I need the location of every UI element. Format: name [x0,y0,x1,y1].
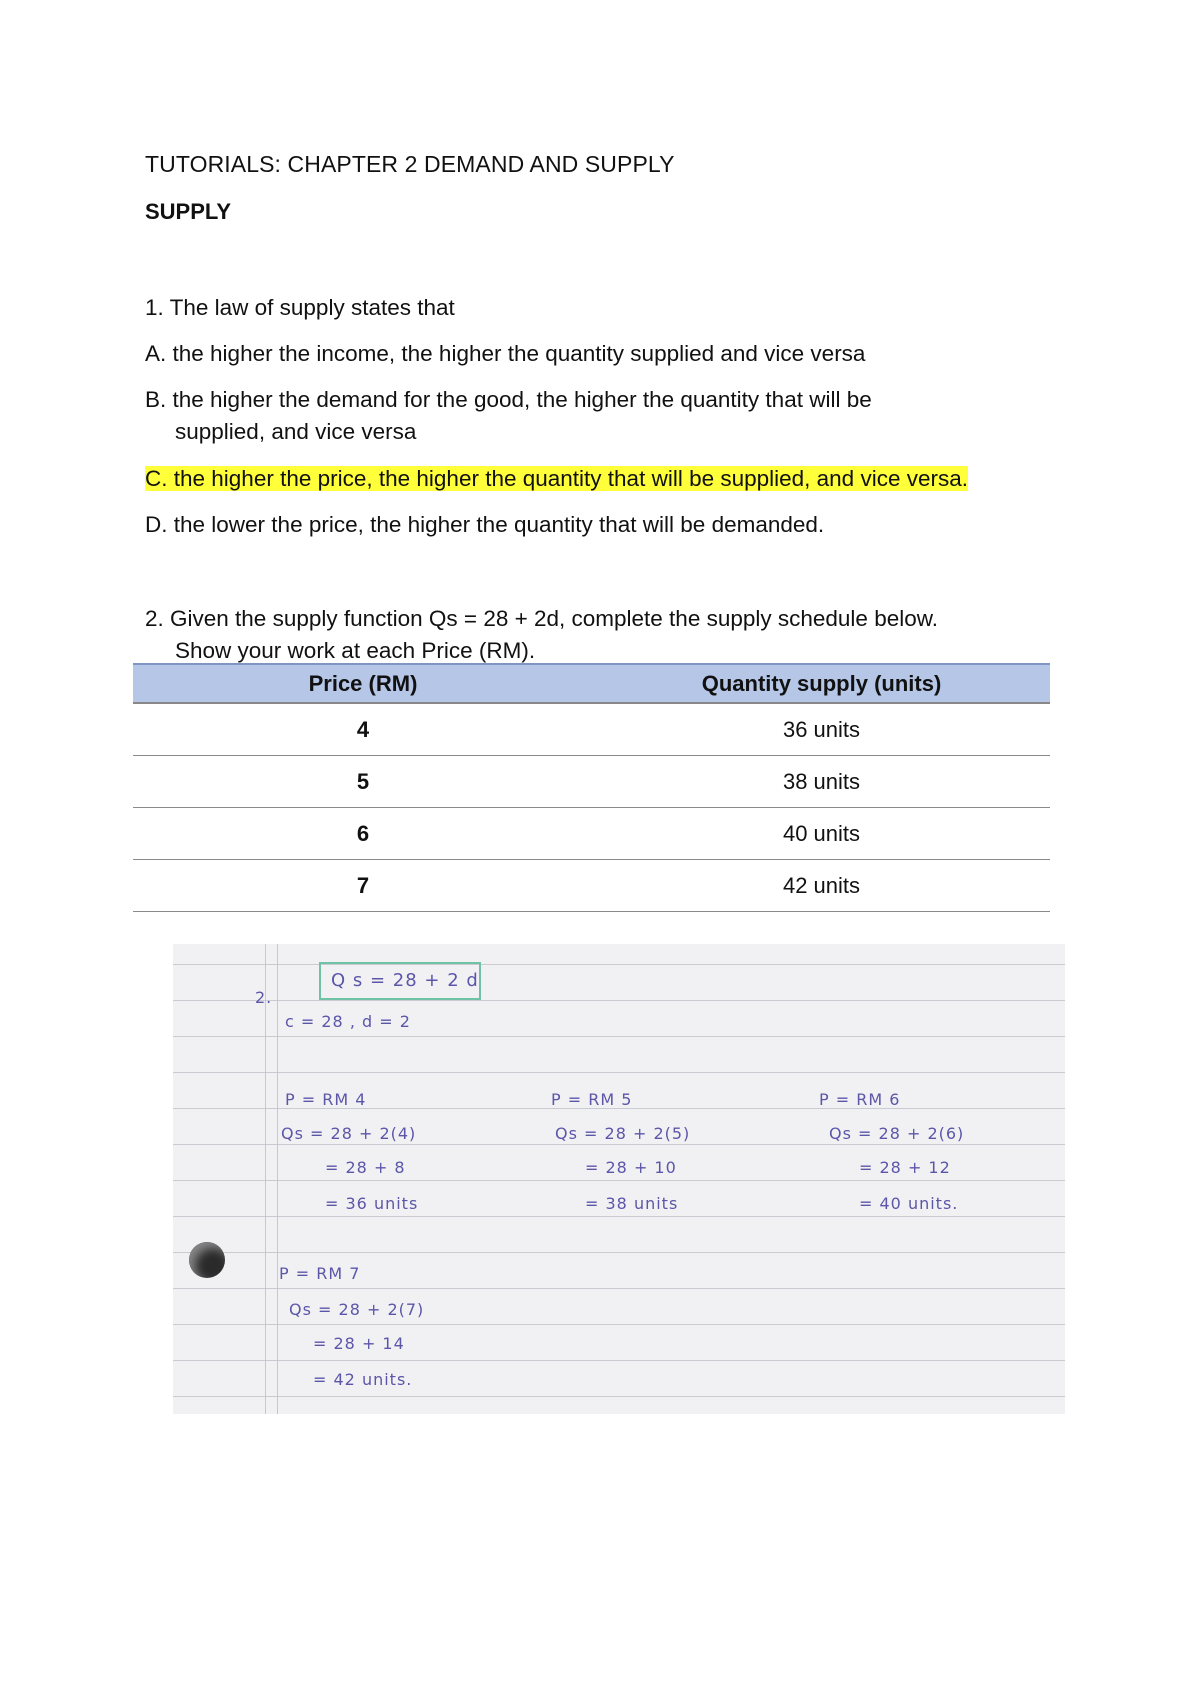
note-result-5: = 38 units [585,1194,679,1213]
price-cell: 7 [133,860,593,912]
header-price: Price (RM) [133,664,593,703]
note-price-7: P = RM 7 [279,1264,361,1283]
section-heading: SUPPLY [145,199,232,224]
handwritten-working-photo [173,944,1065,1414]
price-cell: 5 [133,756,593,808]
note-sum-4: = 28 + 8 [325,1158,406,1177]
table-row [133,808,1050,860]
note-price-5: P = RM 5 [551,1090,633,1109]
price-cell: 4 [133,703,593,756]
supply-schedule-table [133,663,1050,912]
note-equation: Q s = 28 + 2 d [331,970,479,991]
note-result-7: = 42 units. [313,1370,413,1389]
note-calc-4: Qs = 28 + 2(4) [281,1124,417,1143]
binder-hole [189,1242,225,1278]
option-b [145,384,872,448]
question-2-line2: Show your work at each Price (RM). [175,638,536,663]
quantity-cell: 40 units [593,808,1050,860]
document-title: TUTORIALS: CHAPTER 2 DEMAND AND SUPPLY [145,151,675,177]
quantity-cell: 36 units [593,703,1050,756]
question-1-stem: 1. The law of supply states that [145,295,455,320]
price-cell: 6 [133,808,593,860]
table-row [133,860,1050,912]
note-price-4: P = RM 4 [285,1090,367,1109]
header-quantity: Quantity supply (units) [593,664,1050,703]
note-sum-6: = 28 + 12 [859,1158,951,1177]
note-sum-7: = 28 + 14 [313,1334,405,1353]
note-number: 2. [255,988,273,1007]
note-price-6: P = RM 6 [819,1090,901,1109]
table-header-row [133,664,1050,703]
option-c [145,463,968,495]
option-b-line2: supplied, and vice versa [175,419,417,444]
option-b-line1: B. the higher the demand for the good, the higher the quantity that will be [145,387,872,412]
table-row [133,703,1050,756]
note-sum-5: = 28 + 10 [585,1158,677,1177]
note-params: c = 28 , d = 2 [285,1012,411,1031]
quantity-cell: 38 units [593,756,1050,808]
question-2-line1: 2. Given the supply function Qs = 28 + 2d, complete the supply schedule below. [145,606,938,631]
option-a: A. the higher the income, the higher the quantity supplied and vice versa [145,341,866,366]
note-result-6: = 40 units. [859,1194,959,1213]
note-calc-7: Qs = 28 + 2(7) [289,1300,425,1319]
option-c-highlighted: C. the higher the price, the higher the quantity that will be supplied, and vice versa. [145,466,968,491]
question-2 [145,603,938,667]
note-calc-6: Qs = 28 + 2(6) [829,1124,965,1143]
note-result-4: = 36 units [325,1194,419,1213]
note-calc-5: Qs = 28 + 2(5) [555,1124,691,1143]
table-row [133,756,1050,808]
option-d: D. the lower the price, the higher the quantity that will be demanded. [145,512,825,537]
quantity-cell: 42 units [593,860,1050,912]
